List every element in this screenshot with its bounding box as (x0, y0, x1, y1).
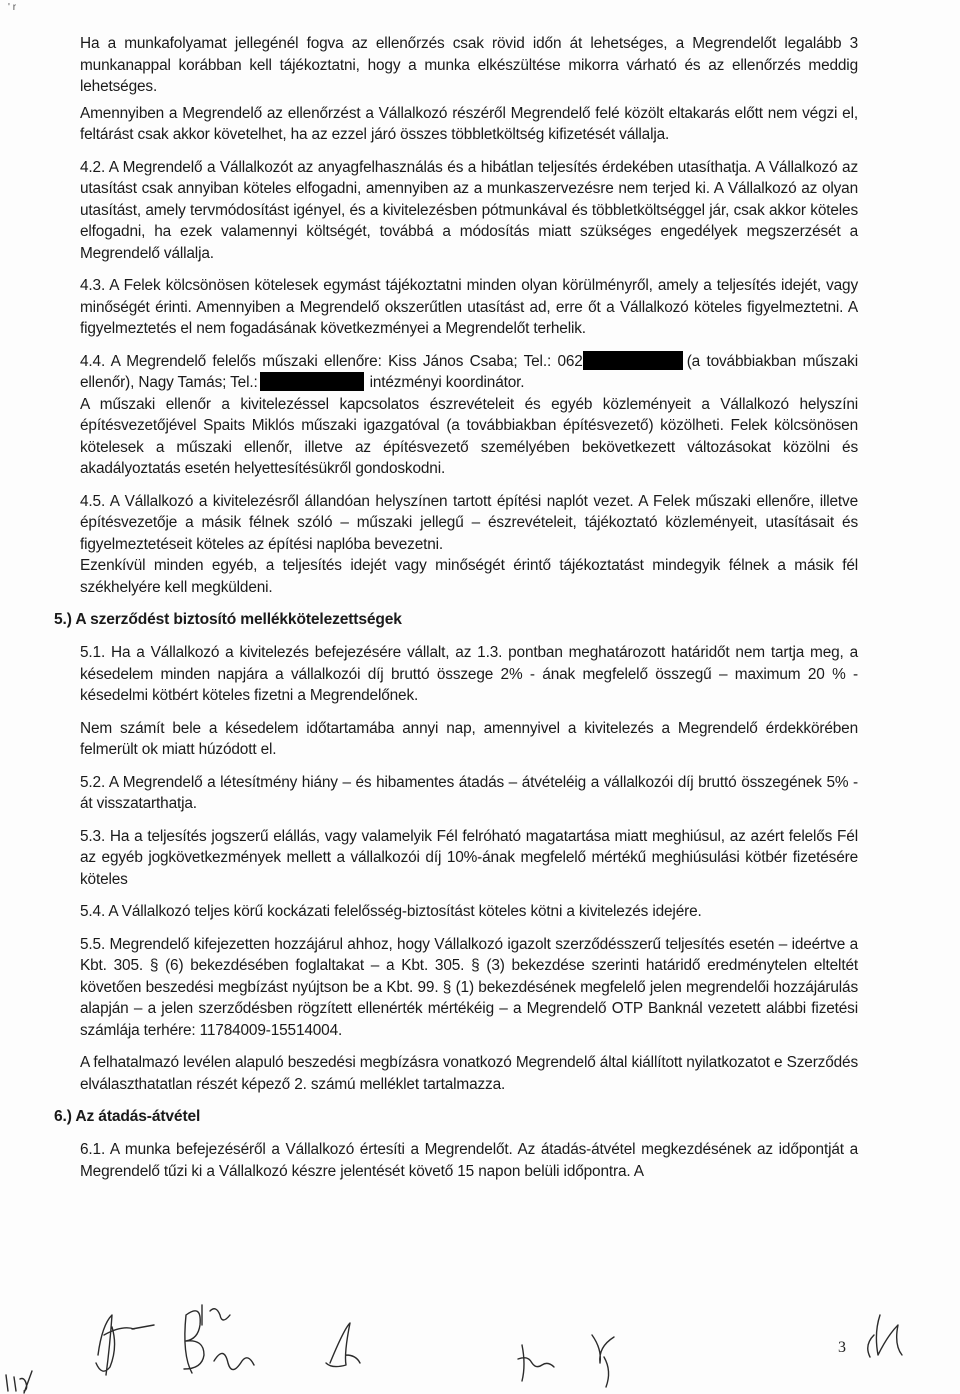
paragraph-4-2: 4.2. A Megrendelő a Vállalkozót az anyagfelhasználás és a hibátlan teljesítés érdekében utasíthatja. A Vállalkozó az utasítást csak annyiban köteles elfogadni, amennyiben az a munkaszervezésre nem terjed ki. A Vállalkozó az olyan utasítást, amely tervmódosítást igényel, és a kivitelezésben pótmunkával és többletköltséggel jár, csak akkor köteles elfogadni, ha ezek valamennyi költségét, továbbá a módosítás miatt szükséges engedélyek megszerzését a Megrendelő vállalja. (80, 158, 858, 262)
handwritten-signatures (0, 1275, 960, 1394)
paragraph-4-4-part1: 4.4. A Megrendelő felelős műszaki ellenőre: Kiss János Csaba; Tel.: 062 (80, 352, 583, 370)
paragraph-technical-supervisor: A műszaki ellenőr a kivitelezéssel kapcsolatos észrevételeit és egyéb közleményeit a Vállalkozó helyszíni építésvezetőjével Spaits Miklós műszaki igazgatóval (a továbbiakban építésvezető) közölheti. Felek kölcsönösen kötelesek a műszaki ellenőr, illetve az építésvezető személyében bekövetkezett változásokat közölni és akadályoztatás esetén helyettesítésükről gondoskodni. (80, 395, 858, 477)
paragraph-4-5: 4.5. A Vállalkozó a kivitelezésről állandóan helyszínen tartott építési naplót vezet. A Felek műszaki ellenőre, illetve építésvezetője a másik félnek szóló – műszaki jellegű – észrevételeit, tájékoztató közleményeit, utasításait és figyelmeztetéseit köteles az építési naplóba bevezetni. (80, 492, 858, 553)
signature-5 (592, 1335, 614, 1387)
paragraph-5-4: 5.4. A Vállalkozó teljes körű kockázati felelősség-biztosítást köteles kötni a kivitelezés idejére. (80, 903, 702, 920)
signature-3 (326, 1323, 360, 1367)
page-number: 3 (838, 1339, 846, 1356)
paragraph-4-4 (80, 351, 858, 394)
paragraph-4-4-part2: (a továbbiakban műszaki ellenőr), Nagy Tamás; Tel.: (80, 352, 858, 391)
paragraph-6-1: 6.1. A munka befejezéséről a Vállalkozó értesíti a Megrendelőt. Az átadás-átvétel megkezdésének az időpontját a Megrendelő tűzi ki a Vállalkozó készre jelentését követő 15 napon belüli időpontra. A (80, 1141, 858, 1180)
paragraph-other-notices: Ezenkívül minden egyéb, a teljesítés idejét vagy minőségét érintő tájékoztatást mindegyik félnek a másik fél székhelyére kell megküldeni. (80, 557, 858, 596)
signature-left-mark (6, 1371, 32, 1393)
redaction-phone-1 (583, 351, 683, 370)
paragraph-monitoring-notice: Ha a munkafolyamat jellegénél fogva az ellenőrzés csak rövid időn át lehetséges, a Megrendelőt legalább 3 munkanappal korábban kell tájékoztatni, hogy a munka elkészültése mikorra várható és az ellenőrzés meddig lehetséges. (80, 35, 858, 95)
redaction-phone-2 (260, 372, 364, 391)
paragraph-5-3: 5.3. Ha a teljesítés jogszerű elállás, vagy valamelyik Fél felróható magatartása miatt meghiúsul, az azért felelős Fél az egyéb jogkövetkezmények mellett a vállalkozói díj 10%-ának megfelelő mértékű meghiúsulási kötbér fizetésére köteles (80, 827, 858, 888)
paragraph-inspection-before-covering: Amennyiben a Megrendelő az ellenőrzést a Vállalkozó részéről Megrendelő felé közölt eltakarás előtt nem végzi el, feltárást csak akkor követelhet, ha az ezzel járó összes többletköltség kifizetését vállalja. (80, 104, 858, 143)
paragraph-delay-exclusion: Nem számít bele a késedelem időtartamába annyi nap, amennyivel a kivitelezés a Megrendelő érdekkörében felmerült ok miatt húzódott el. (80, 719, 858, 758)
section-heading-6: 6.) Az átadás-átvétel (54, 1108, 201, 1125)
paragraph-5-2: 5.2. A Megrendelő a létesítmény hiány – és hibamentes átadás – átvételéig a vállalkozói díj bruttó összegének 5% - át visszatarthatja. (80, 773, 858, 812)
paragraph-4-3: 4.3. A Felek kölcsönösen kötelesek egymást tájékoztatni minden olyan körülményről, amely a teljesítés idejét, vagy minőségét érinti. Amennyiben a Megrendelő okszerűtlen utasítást ad, erre őt a Vállalkozó köteles figyelmeztetni. A figyelmeztetés el nem fogadásának következményei a Megrendelőt terhelik. (80, 277, 858, 337)
signature-2 (184, 1305, 254, 1373)
signature-1 (96, 1315, 154, 1375)
paragraph-5-5: 5.5. Megrendelő kifejezetten hozzájárul ahhoz, hogy Vállalkozó igazolt szerződésszerű teljesítés esetén – ideértve a Kbt. 305. § (6) bekezdésében foglaltakat – a Kbt. 305. § (3) bekezdése szerinti határidő eredménytelen elteltét követően beszedési megbízást nyújtson be a Kbt. 99. § (1) bekezdésének megfelelő jelen megrendelői hozzájárulás alapján – a jelen szerződésben rögzített ellenérték mértékéig – a Megrendelő OTP Banknál vezetett alábbi fizetési számlája terhére: 11784009-15514004. (80, 935, 858, 1039)
section-heading-5: 5.) A szerződést biztosító mellékkötelezettségek (54, 611, 402, 628)
paragraph-4-4-part3: intézményi koordinátor. (369, 374, 525, 391)
paragraph-5-1: 5.1. Ha a Vállalkozó a kivitelezés befejezésére vállalt, az 1.3. pontban meghatározott határidőt nem tartja meg, a késedelem minden napjára a vállalkozói díj bruttó összege 2% - ának megfelelő összegű – maximum 20 % - késedelmi kötbért köteles fizetni a Megrendelőnek. (80, 644, 858, 704)
paragraph-collection-authorization: A felhatalmazó levélen alapuló beszedési megbízásra vonatkozó Megrendelő által kiállított nyilatkozatot e Szerződés elválaszthatatlan részét képező 2. számú melléklet tartalmazza. (80, 1054, 858, 1093)
document-body (54, 33, 858, 1182)
corner-mark: ' r (8, 2, 17, 13)
signature-6 (868, 1315, 902, 1357)
signature-4 (518, 1345, 554, 1381)
